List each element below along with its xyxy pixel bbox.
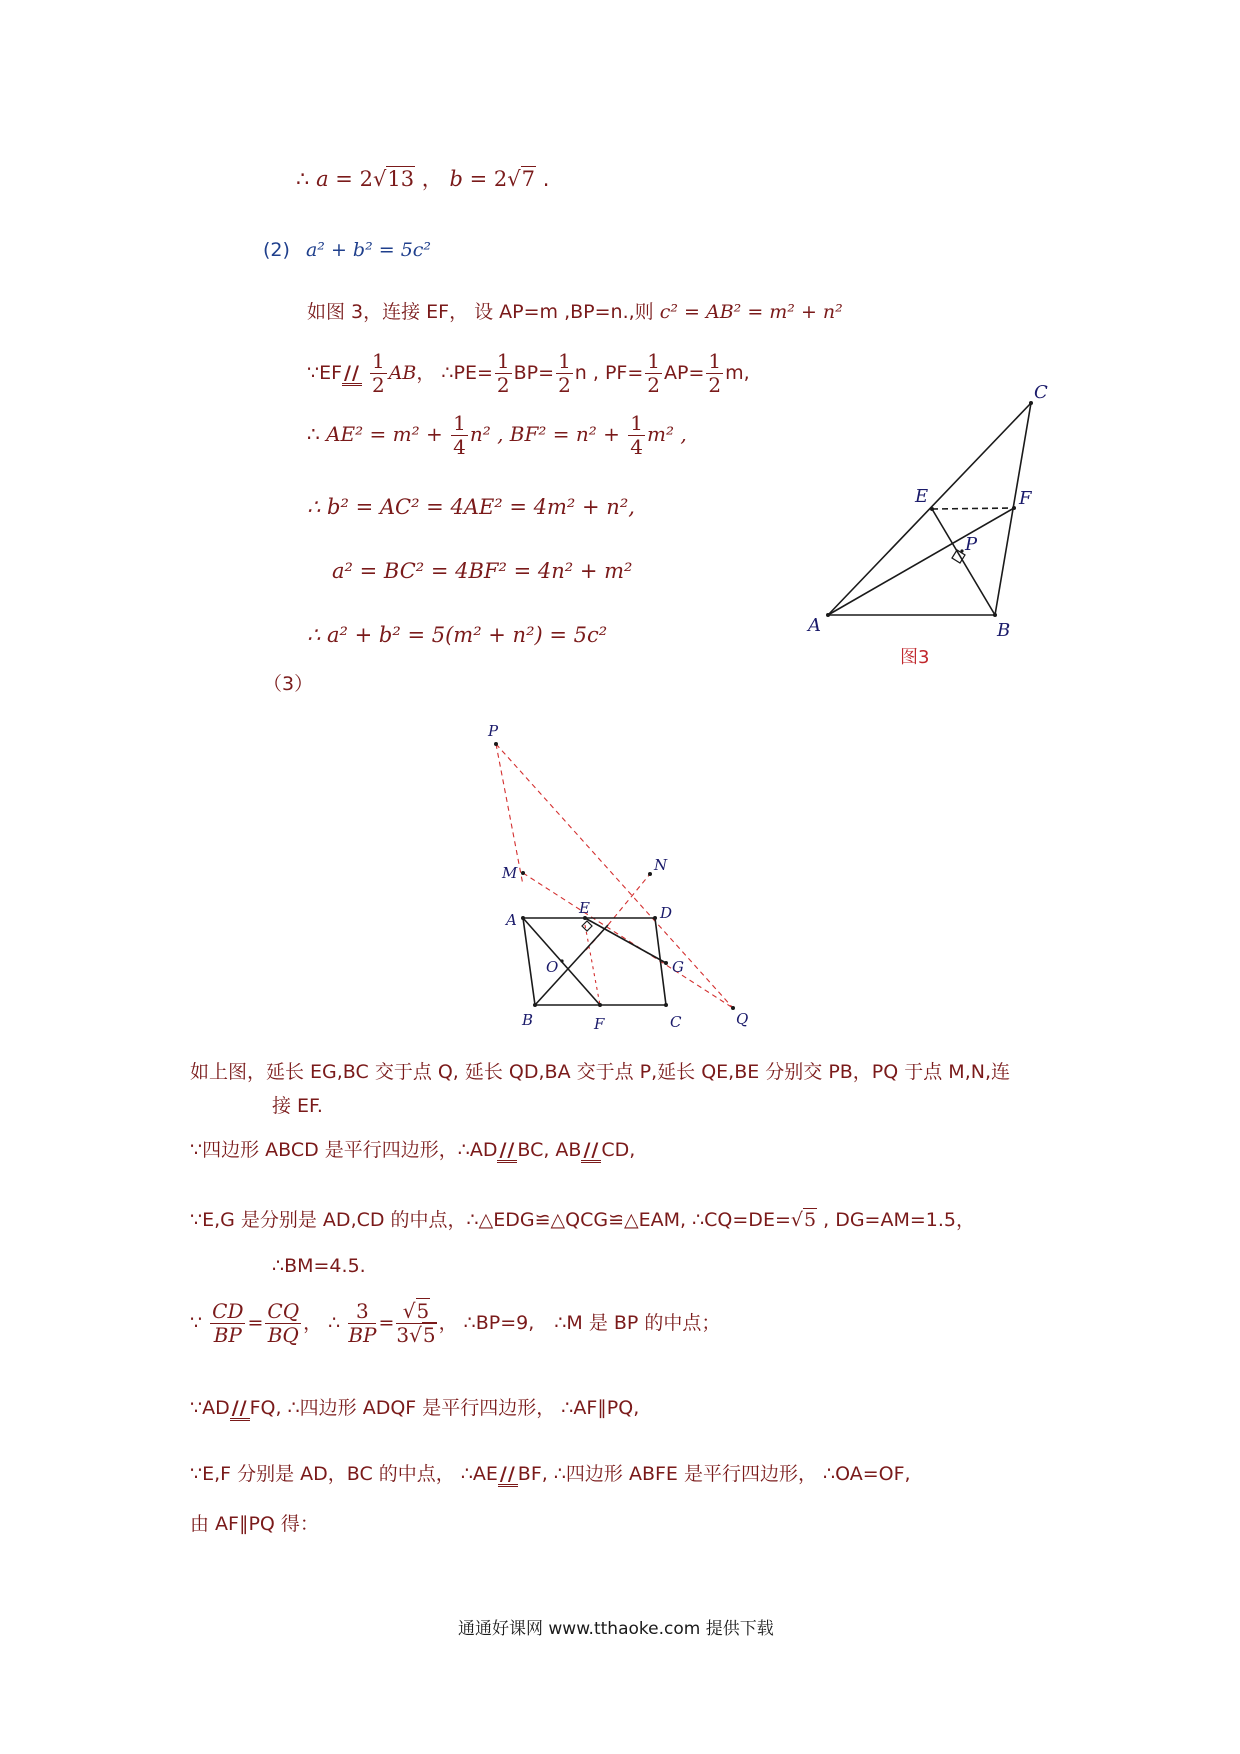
- part2-line6: ∴ a² + b² = 5(m² + n²) = 5c²: [307, 623, 608, 647]
- point-label-g: G: [672, 958, 684, 976]
- point-label-q: Q: [736, 1010, 749, 1028]
- part3-paragraph6: ∵AD // FQ, ∴四边形 ADQF 是平行四边形， ∴AF∥PQ,: [190, 1397, 640, 1419]
- point-label-c: C: [1034, 382, 1048, 403]
- part3-paragraph5: ∵ $\frac{CD}{BP}$ = $\frac{CQ}{BQ}$ ， ∴ $\frac{3}{BP}$ = $\frac{√5}{3√5}$ ， ∴BP=9, ∴M 是 BP 的中点；: [190, 1299, 721, 1347]
- part3-paragraph3: ∵E,G 是分别是 AD,CD 的中点，∴△EDG≌△QCG≌△EAM, ∴CQ=DE=√5 , DG=AM=1.5，: [190, 1209, 975, 1231]
- figure-3-caption: 图3: [900, 647, 930, 668]
- part3-paragraph7: ∵E,F 分别是 AD，BC 的中点， ∴AE // BF, ∴四边形 ABFE 是平行四边形， ∴OA=OF,: [190, 1463, 911, 1485]
- part3-paragraph1-line1: 如上图，延长 EG,BC 交于点 Q, 延长 QD,BA 交于点 P,延长 QE,BE 分别交 PB，PQ 于点 M,N,连: [190, 1061, 1010, 1083]
- point-label-a2: A: [506, 911, 517, 929]
- point-label-p2: P: [488, 722, 499, 740]
- part2-line1: 如图 3，连接 EF， 设 AP=m ,BP=n.,则 c² = AB² = m² + n²: [307, 301, 843, 323]
- point-label-c2: C: [670, 1013, 682, 1031]
- point-label-d: D: [660, 904, 673, 922]
- point-label-p: P: [965, 534, 978, 555]
- point-label-e2: E: [579, 899, 590, 917]
- part2-line2: ∵EF // $\frac{1}{2}$ AB， ∴PE= $\frac{1}{2}$ BP= $\frac{1}{2}$ n , PF= $\frac{1}{2}$ AP= $\frac{1}{2}$ m,: [307, 349, 750, 397]
- part2-number: (2): [263, 239, 290, 261]
- part3-paragraph2: ∵四边形 ABCD 是平行四边形，∴AD // BC, AB // CD,: [190, 1139, 636, 1161]
- point-label-a: A: [808, 615, 821, 636]
- part2-line3: ∴ AE² = m² + $\frac{1}{4}$ n² , BF² = n² + $\frac{1}{4}$ m² ,: [307, 411, 687, 459]
- point-label-b: B: [997, 620, 1011, 640]
- point-label-n: N: [654, 856, 668, 874]
- part3-paragraph4: ∴BM=4.5.: [272, 1255, 366, 1277]
- point-label-f: F: [1019, 488, 1032, 509]
- parallel-equal-symbol: //: [344, 362, 360, 384]
- figure-3-diagram: [800, 370, 1070, 640]
- point-label-o: O: [546, 958, 559, 976]
- part2-claim: a² + b² = 5c²: [305, 239, 432, 261]
- point-label-e: E: [915, 486, 929, 507]
- part3-number: （3）: [263, 673, 314, 695]
- part3-paragraph8: 由 AF∥PQ 得：: [190, 1513, 319, 1535]
- point-label-f2: F: [594, 1015, 605, 1033]
- figure-part3-diagram: [480, 720, 770, 1040]
- page-footer: 通通好课网 www.tthaoke.com 提供下载: [458, 1619, 774, 1639]
- point-label-b2: B: [522, 1011, 534, 1029]
- part2-line5: a² = BC² = 4BF² = 4n² + m²: [332, 559, 633, 583]
- part2-line4: ∴ b² = AC² = 4AE² = 4m² + n²,: [307, 495, 635, 519]
- part2-heading: [263, 238, 431, 263]
- part3-paragraph1-line2: 接 EF.: [272, 1095, 323, 1117]
- point-label-m: M: [502, 864, 518, 882]
- part1-result: ∴ a = 2√13 ， b = 2√7 .: [296, 167, 550, 191]
